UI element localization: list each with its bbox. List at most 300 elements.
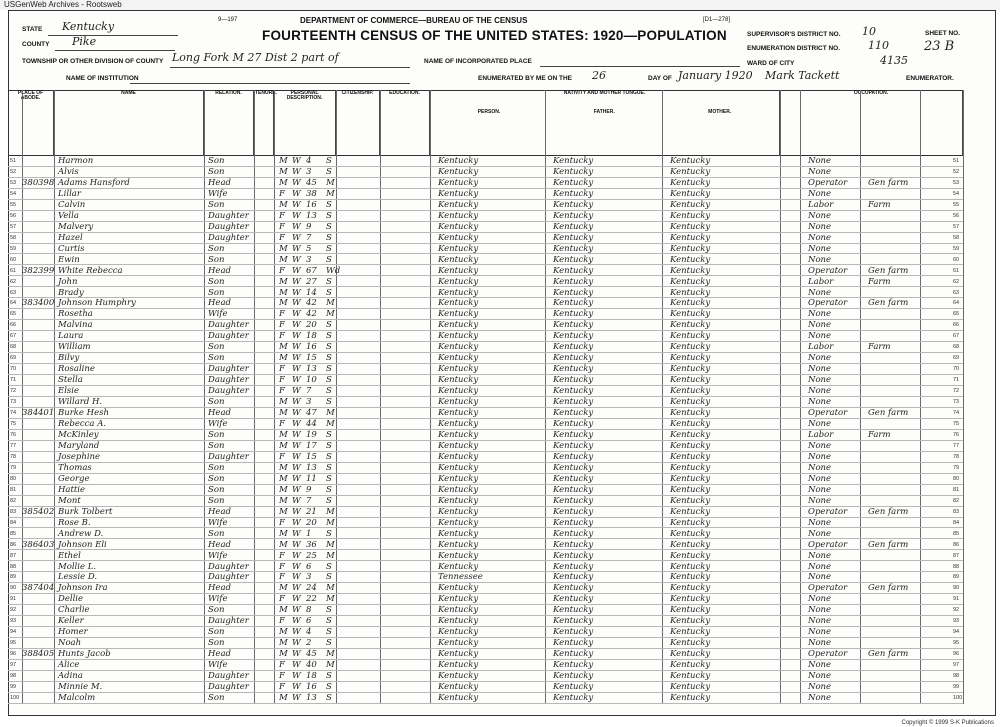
cell-fb: Kentucky: [553, 364, 594, 375]
cell-rel: Son: [208, 440, 225, 451]
cell-race: W: [292, 605, 301, 616]
cell-occ: None: [808, 484, 832, 495]
cell-occ: None: [808, 561, 832, 572]
line-number-right: 53: [953, 179, 960, 186]
cell-age: 5: [306, 243, 312, 254]
cell-n: 87: [10, 552, 17, 559]
cell-sex: M: [279, 506, 288, 517]
cell-occ: None: [808, 462, 832, 473]
cell-rel: Son: [208, 693, 225, 704]
cell-sex: M: [279, 243, 288, 254]
cell-ind: Gen farm: [868, 649, 909, 660]
cell-birth: Kentucky: [438, 243, 479, 254]
cell-rel: Head: [208, 583, 231, 594]
cell-occ: None: [808, 386, 832, 397]
cell-occ: Operator: [808, 583, 848, 594]
cell-birth: Kentucky: [438, 397, 479, 408]
cell-rel: Daughter: [208, 682, 249, 693]
cell-name: White Rebecca: [58, 265, 123, 276]
cell-sex: F: [279, 451, 285, 462]
line-number-right: 82: [953, 497, 960, 504]
cell-name: Alice: [58, 660, 80, 671]
cell-age: 7: [306, 232, 312, 243]
cell-mb: Kentucky: [670, 353, 711, 364]
cell-name: Josephine: [58, 451, 101, 462]
cell-occ: Labor: [808, 430, 834, 440]
cell-n: 59: [10, 245, 17, 252]
cell-n: 92: [10, 607, 17, 614]
cell-race: W: [292, 298, 301, 309]
cell-ms: M: [326, 177, 335, 188]
line-number-right: 96: [953, 651, 960, 658]
cell-rel: Son: [208, 605, 225, 616]
table-row: [8, 309, 963, 320]
cell-mb: Kentucky: [670, 572, 711, 583]
table-row: [8, 540, 963, 551]
cell-ms: S: [326, 627, 332, 638]
cell-occ: None: [808, 440, 832, 451]
cell-name: William: [58, 342, 91, 353]
cell-fb: Kentucky: [553, 397, 594, 408]
cell-fb: Kentucky: [553, 660, 594, 671]
cell-name: Curtis: [58, 243, 85, 254]
cell-fb: Kentucky: [553, 276, 594, 287]
cell-ind: Gen farm: [868, 177, 909, 188]
cell-birth: Kentucky: [438, 177, 479, 188]
cell-occ: None: [808, 353, 832, 364]
cell-birth: Kentucky: [438, 276, 479, 287]
cell-race: W: [292, 221, 301, 232]
cell-name: Keller: [58, 616, 84, 627]
cell-rel: Daughter: [208, 364, 249, 375]
cell-rel: Daughter: [208, 232, 249, 243]
cell-rel: Son: [208, 276, 225, 287]
cell-rel: Wife: [208, 550, 228, 561]
cell-sex: F: [279, 616, 285, 627]
sheet-value: 23 B: [924, 39, 955, 54]
cell-age: 15: [306, 451, 317, 462]
table-row: [8, 474, 963, 485]
cell-age: 20: [306, 517, 317, 528]
cell-sex: M: [279, 495, 288, 506]
cell-ind: Gen farm: [868, 298, 909, 309]
cell-ind: Farm: [868, 199, 891, 210]
cell-rel: Daughter: [208, 616, 249, 627]
table-row: [8, 572, 963, 583]
cell-n: 78: [10, 453, 17, 460]
table-row: [8, 298, 963, 309]
cell-occ: None: [808, 693, 832, 704]
cell-occ: Operator: [808, 177, 848, 188]
cell-mb: Kentucky: [670, 210, 711, 221]
cell-occ: None: [808, 627, 832, 638]
state-line: [48, 35, 178, 36]
cell-occ: None: [808, 375, 832, 386]
cell-occ: Operator: [808, 298, 848, 309]
cell-n: 54: [10, 190, 17, 197]
cell-name: Malvery: [58, 221, 94, 232]
cell-ind: Farm: [868, 430, 891, 440]
cell-mb: Kentucky: [670, 177, 711, 188]
table-row: [8, 419, 963, 430]
month-value: January 1920: [678, 69, 753, 82]
cell-ms: M: [326, 298, 335, 309]
cell-age: 3: [306, 397, 312, 408]
header-citizenship: CITIZENSHIP.: [336, 90, 380, 156]
enumerator-value: Mark Tackett: [765, 69, 840, 82]
cell-name: McKinley: [58, 430, 99, 440]
cell-n: 65: [10, 311, 17, 318]
cell-mb: Kentucky: [670, 331, 711, 342]
cell-ms: M: [326, 188, 335, 199]
table-row: [8, 266, 963, 277]
cell-birth: Kentucky: [438, 265, 479, 276]
state-label: STATE: [22, 26, 43, 33]
cell-occ: None: [808, 188, 832, 199]
cell-name: Willard H.: [58, 397, 103, 408]
cell-n: 69: [10, 355, 17, 362]
line-number-right: 78: [953, 453, 960, 460]
cell-name: Malvina: [58, 320, 93, 331]
cell-fb: Kentucky: [553, 572, 594, 583]
cell-age: 19: [306, 430, 317, 440]
cell-age: 2: [306, 638, 312, 649]
table-row: [8, 649, 963, 660]
cell-race: W: [292, 594, 301, 605]
table-row: [8, 529, 963, 540]
table-row: [8, 331, 963, 342]
cell-n: 60: [10, 256, 17, 263]
cell-name: Mont: [58, 495, 81, 506]
table-row: [8, 682, 963, 693]
cell-ms: S: [326, 287, 332, 298]
table-row: [8, 562, 963, 573]
cell-race: W: [292, 660, 301, 671]
cell-occ: Labor: [808, 342, 834, 353]
cell-ms: S: [326, 199, 332, 210]
cell-n: 68: [10, 344, 17, 351]
cell-fb: Kentucky: [553, 156, 594, 166]
table-row: [8, 156, 963, 167]
cell-race: W: [292, 199, 301, 210]
cell-race: W: [292, 265, 301, 276]
cell-n: 56: [10, 212, 17, 219]
cell-race: W: [292, 309, 301, 320]
cell-sex: M: [279, 408, 288, 419]
cell-age: 13: [306, 693, 317, 704]
cell-mb: Kentucky: [670, 539, 711, 550]
cell-occ: None: [808, 320, 832, 331]
line-number-right: 83: [953, 508, 960, 515]
cell-mb: Kentucky: [670, 561, 711, 572]
cell-rel: Daughter: [208, 210, 249, 221]
cell-birth: Tennessee: [438, 572, 483, 583]
cell-birth: Kentucky: [438, 528, 479, 539]
cell-fb: Kentucky: [553, 451, 594, 462]
cell-ms: S: [326, 693, 332, 704]
cell-birth: Kentucky: [438, 342, 479, 353]
township-value: Long Fork M 27 Dist 2 part of: [172, 51, 339, 64]
cell-mb: Kentucky: [670, 342, 711, 353]
cell-mb: Kentucky: [670, 232, 711, 243]
cell-birth: Kentucky: [438, 539, 479, 550]
line-number-right: 62: [953, 278, 960, 285]
cell-race: W: [292, 156, 301, 166]
cell-age: 36: [306, 539, 317, 550]
cell-race: W: [292, 583, 301, 594]
line-number-right: 95: [953, 640, 960, 647]
supervisor-value: 10: [862, 25, 876, 38]
cell-dw: 385: [22, 506, 39, 517]
line-number-right: 69: [953, 355, 960, 362]
cell-mb: Kentucky: [670, 649, 711, 660]
cell-fam: 403: [38, 539, 55, 550]
cell-ms: S: [326, 276, 332, 287]
cell-fb: Kentucky: [553, 353, 594, 364]
county-value: Pike: [72, 35, 97, 48]
cell-ms: S: [326, 605, 332, 616]
line-number-right: 89: [953, 574, 960, 581]
cell-birth: Kentucky: [438, 671, 479, 682]
cell-mb: Kentucky: [670, 462, 711, 473]
cell-rel: Daughter: [208, 561, 249, 572]
cell-name: Hazel: [58, 232, 83, 243]
cell-ms: S: [326, 440, 332, 451]
line-number-right: 67: [953, 333, 960, 340]
cell-n: 93: [10, 618, 17, 625]
cell-birth: Kentucky: [438, 627, 479, 638]
cell-sex: F: [279, 210, 285, 221]
place-line: [540, 66, 740, 67]
cell-age: 15: [306, 353, 317, 364]
cell-dw: 384: [22, 408, 39, 419]
cell-birth: Kentucky: [438, 221, 479, 232]
cell-birth: Kentucky: [438, 506, 479, 517]
line-number-right: 76: [953, 432, 960, 438]
table-row: [8, 616, 963, 627]
cell-sex: M: [279, 528, 288, 539]
cell-fam: 400: [38, 298, 55, 309]
cell-name: Burk Tolbert: [58, 506, 113, 517]
line-number-right: 90: [953, 585, 960, 592]
cell-name: Hunts Jacob: [58, 649, 111, 660]
cell-race: W: [292, 649, 301, 660]
header-occupation: OCCUPATION.: [780, 90, 963, 156]
table-row: [8, 277, 963, 288]
line-number-right: 97: [953, 662, 960, 669]
cell-ms: S: [326, 331, 332, 342]
cell-sex: M: [279, 397, 288, 408]
cell-ms: M: [326, 506, 335, 517]
table-row: [8, 551, 963, 562]
cell-n: 73: [10, 399, 17, 406]
cell-mb: Kentucky: [670, 386, 711, 397]
cell-race: W: [292, 232, 301, 243]
cell-ms: S: [326, 232, 332, 243]
cell-rel: Son: [208, 199, 225, 210]
cell-sex: M: [279, 276, 288, 287]
cell-birth: Kentucky: [438, 199, 479, 210]
cell-sex: F: [279, 320, 285, 331]
cell-age: 18: [306, 331, 317, 342]
cell-n: 86: [10, 541, 17, 548]
cell-sex: M: [279, 298, 288, 309]
cell-fb: Kentucky: [553, 232, 594, 243]
cell-rel: Son: [208, 473, 225, 484]
line-number-right: 64: [953, 300, 960, 307]
cell-birth: Kentucky: [438, 550, 479, 561]
cell-race: W: [292, 528, 301, 539]
cell-name: Vella: [58, 210, 79, 221]
cell-occ: None: [808, 682, 832, 693]
cell-name: Adams Hansford: [58, 177, 130, 188]
cell-race: W: [292, 386, 301, 397]
table-row: [8, 441, 963, 452]
cell-mb: Kentucky: [670, 156, 711, 166]
cell-fam: 404: [38, 583, 55, 594]
cell-birth: Kentucky: [438, 660, 479, 671]
cell-ms: S: [326, 254, 332, 265]
cell-occ: None: [808, 287, 832, 298]
cell-age: 11: [306, 473, 317, 484]
cell-age: 17: [306, 440, 317, 451]
header-name: NAME: [54, 90, 204, 156]
cell-fb: Kentucky: [553, 265, 594, 276]
cell-name: Dellie: [58, 594, 84, 605]
line-number-right: 61: [953, 267, 960, 274]
cell-birth: Kentucky: [438, 473, 479, 484]
cell-race: W: [292, 616, 301, 627]
cell-fb: Kentucky: [553, 517, 594, 528]
cell-mb: Kentucky: [670, 375, 711, 386]
cell-age: 13: [306, 210, 317, 221]
table-row: [8, 233, 963, 244]
cell-ms: M: [326, 594, 335, 605]
cell-n: 90: [10, 585, 17, 592]
cell-rel: Daughter: [208, 331, 249, 342]
township-line: [170, 67, 410, 68]
cell-race: W: [292, 320, 301, 331]
cell-mb: Kentucky: [670, 506, 711, 517]
cell-sex: M: [279, 177, 288, 188]
cell-n: 70: [10, 366, 17, 373]
cell-occ: Operator: [808, 265, 848, 276]
enumeration-label: ENUMERATION DISTRICT NO.: [747, 45, 841, 52]
institution-line: [130, 83, 410, 84]
line-number-right: 79: [953, 464, 960, 471]
cell-race: W: [292, 627, 301, 638]
cell-ms: S: [326, 462, 332, 473]
table-row: [8, 594, 963, 605]
cell-rel: Son: [208, 166, 225, 177]
cell-name: Adina: [58, 671, 83, 682]
cell-race: W: [292, 408, 301, 419]
line-number-right: 99: [953, 684, 960, 691]
table-row: [8, 397, 963, 408]
cell-race: W: [292, 484, 301, 495]
table-row: [8, 693, 963, 704]
line-number-right: 88: [953, 563, 960, 570]
cell-race: W: [292, 451, 301, 462]
cell-dw: 383: [22, 298, 39, 309]
table-row: [8, 200, 963, 211]
cell-race: W: [292, 276, 301, 287]
line-number-right: 71: [953, 377, 960, 384]
cell-birth: Kentucky: [438, 440, 479, 451]
line-number-right: 80: [953, 475, 960, 482]
cell-mb: Kentucky: [670, 166, 711, 177]
cell-n: 94: [10, 629, 17, 636]
form-number: 9—197: [218, 17, 238, 23]
cell-age: 4: [306, 156, 312, 166]
cell-fb: Kentucky: [553, 221, 594, 232]
cell-rel: Wife: [208, 660, 228, 671]
table-row: [8, 288, 963, 299]
cell-age: 21: [306, 506, 317, 517]
cell-fb: Kentucky: [553, 693, 594, 704]
cell-fb: Kentucky: [553, 616, 594, 627]
cell-fb: Kentucky: [553, 298, 594, 309]
cell-name: Malcolm: [58, 693, 96, 704]
header-tenure: TENURE.: [254, 90, 274, 156]
cell-sex: F: [279, 572, 285, 583]
cell-ms: S: [326, 342, 332, 353]
table-row: [8, 463, 963, 474]
day-value: 26: [592, 69, 606, 82]
cell-ind: Gen farm: [868, 583, 909, 594]
line-number-right: 77: [953, 442, 960, 449]
table-row: [8, 660, 963, 671]
cell-mb: Kentucky: [670, 583, 711, 594]
cell-ms: M: [326, 649, 335, 660]
cell-occ: None: [808, 254, 832, 265]
table-row: [8, 178, 963, 189]
cell-age: 22: [306, 594, 317, 605]
table-row: [8, 386, 963, 397]
cell-name: Laura: [58, 331, 84, 342]
cell-n: 83: [10, 508, 17, 515]
cell-birth: Kentucky: [438, 430, 479, 440]
cell-rel: Wife: [208, 517, 228, 528]
line-number-right: 92: [953, 607, 960, 614]
line-number-right: 51: [953, 158, 960, 164]
cell-fb: Kentucky: [553, 638, 594, 649]
cell-mb: Kentucky: [670, 660, 711, 671]
cell-mb: Kentucky: [670, 440, 711, 451]
cell-ms: S: [326, 397, 332, 408]
cell-occ: None: [808, 671, 832, 682]
cell-mb: Kentucky: [670, 693, 711, 704]
cell-race: W: [292, 397, 301, 408]
cell-fb: Kentucky: [553, 539, 594, 550]
cell-name: Noah: [58, 638, 82, 649]
table-row: [8, 244, 963, 255]
line-number-right: 65: [953, 311, 960, 318]
cell-ms: M: [326, 517, 335, 528]
cell-n: 53: [10, 179, 17, 186]
cell-rel: Head: [208, 539, 231, 550]
ward-note: 4135: [880, 54, 908, 67]
cell-birth: Kentucky: [438, 210, 479, 221]
cell-sex: F: [279, 682, 285, 693]
cell-birth: Kentucky: [438, 693, 479, 704]
cell-n: 99: [10, 684, 17, 691]
cell-rel: Son: [208, 243, 225, 254]
cell-name: Calvin: [58, 199, 86, 210]
cell-sex: M: [279, 638, 288, 649]
line-number-right: 73: [953, 399, 960, 406]
cell-fb: Kentucky: [553, 419, 594, 430]
